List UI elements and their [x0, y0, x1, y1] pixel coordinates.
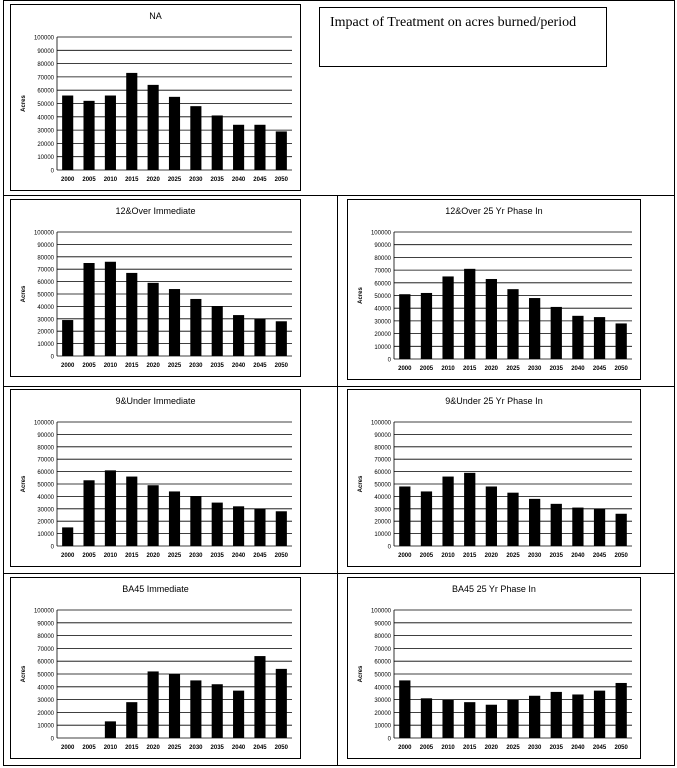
bar [83, 101, 94, 170]
y-tick-label: 40000 [37, 494, 54, 501]
y-tick-label: 100000 [33, 35, 54, 42]
x-tick-label: 2050 [614, 366, 628, 372]
y-axis-label: Acres [21, 665, 27, 683]
bar [464, 269, 475, 359]
x-tick-label: 2040 [571, 745, 585, 751]
x-tick-label: 2025 [506, 553, 520, 559]
bar [529, 499, 540, 546]
x-tick-label: 2010 [441, 366, 455, 372]
bar [62, 320, 73, 356]
x-tick-label: 2035 [210, 553, 224, 559]
y-tick-label: 40000 [374, 306, 391, 313]
y-tick-label: 0 [387, 357, 391, 364]
bar [148, 671, 159, 738]
x-tick-label: 2015 [463, 553, 477, 559]
bar [169, 289, 180, 356]
bar [212, 306, 223, 356]
chart-svg [348, 578, 640, 758]
bar [233, 506, 244, 546]
y-tick-label: 0 [50, 544, 54, 551]
y-tick-label: 30000 [374, 507, 391, 514]
bar [572, 316, 583, 359]
x-tick-label: 2000 [398, 745, 412, 751]
chart-title: 12&Over 25 Yr Phase In [445, 206, 543, 216]
x-tick-label: 2045 [253, 363, 267, 369]
bar [126, 702, 137, 738]
bar [464, 473, 475, 546]
chart-svg [348, 200, 640, 379]
chart-title: 9&Under Immediate [115, 396, 196, 406]
bar [616, 514, 627, 546]
chart-9under-immediate [10, 389, 301, 567]
y-tick-label: 90000 [37, 242, 54, 249]
y-tick-label: 100000 [370, 608, 391, 615]
x-tick-label: 2030 [189, 177, 203, 183]
y-tick-label: 90000 [37, 432, 54, 439]
y-tick-label: 20000 [374, 710, 391, 717]
x-tick-label: 2000 [398, 366, 412, 372]
bar [507, 700, 518, 738]
chart-svg [11, 578, 300, 758]
bar [126, 477, 137, 546]
x-tick-label: 2045 [253, 553, 267, 559]
y-tick-label: 80000 [37, 634, 54, 641]
chart-svg [11, 5, 300, 190]
bar [148, 85, 159, 170]
x-tick-label: 2025 [506, 366, 520, 372]
y-tick-label: 0 [50, 736, 54, 743]
x-tick-label: 2050 [274, 177, 288, 183]
y-tick-label: 20000 [374, 519, 391, 526]
x-tick-label: 2025 [167, 177, 182, 183]
bar [105, 262, 116, 356]
x-tick-label: 2045 [592, 745, 607, 751]
bar [507, 289, 518, 359]
bar [551, 307, 562, 359]
y-tick-label: 90000 [37, 621, 54, 628]
bar [83, 263, 94, 356]
y-tick-label: 80000 [37, 255, 54, 262]
y-tick-label: 50000 [37, 672, 54, 679]
x-tick-label: 2040 [571, 366, 585, 372]
x-tick-label: 2010 [103, 363, 118, 369]
bar [148, 485, 159, 546]
bar [62, 527, 73, 546]
x-tick-label: 2045 [253, 177, 267, 183]
y-tick-label: 60000 [37, 659, 54, 666]
bar [421, 698, 432, 738]
x-tick-label: 2020 [146, 177, 160, 183]
page-headline: Impact of Treatment on acres burned/period [319, 7, 607, 67]
x-tick-label: 2050 [614, 745, 628, 751]
bar [572, 694, 583, 738]
y-tick-label: 20000 [374, 332, 391, 339]
bar [254, 656, 265, 738]
bar [464, 702, 475, 738]
bar [126, 273, 137, 356]
y-tick-label: 50000 [374, 672, 391, 679]
x-tick-label: 2005 [82, 745, 96, 751]
bar [105, 96, 116, 170]
x-tick-label: 2030 [189, 363, 203, 369]
chart-na [10, 4, 301, 191]
bar [169, 97, 180, 170]
y-axis-label: Acres [358, 665, 364, 683]
y-tick-label: 70000 [37, 457, 54, 464]
x-tick-label: 2010 [103, 745, 118, 751]
x-tick-label: 2000 [61, 177, 75, 183]
y-tick-label: 40000 [37, 685, 54, 692]
bar [507, 493, 518, 546]
x-tick-label: 2020 [484, 366, 499, 372]
x-tick-label: 2010 [441, 745, 455, 751]
bar [442, 276, 453, 359]
y-axis-label: Acres [21, 475, 27, 493]
y-tick-label: 40000 [37, 115, 54, 122]
y-tick-label: 80000 [37, 445, 54, 452]
chart-ba45-immediate [10, 577, 301, 759]
y-tick-label: 10000 [374, 344, 391, 351]
x-tick-label: 2005 [419, 553, 434, 559]
y-axis-label: Acres [21, 285, 27, 303]
chart-title: BA45 Immediate [122, 584, 189, 594]
x-tick-label: 2010 [441, 553, 455, 559]
chart-title: 9&Under 25 Yr Phase In [445, 396, 543, 406]
bar [62, 96, 73, 170]
x-tick-label: 2000 [61, 363, 75, 369]
x-tick-label: 2000 [398, 553, 412, 559]
x-tick-label: 2005 [419, 745, 434, 751]
x-tick-label: 2040 [571, 553, 585, 559]
y-tick-label: 70000 [374, 646, 391, 653]
y-tick-label: 30000 [37, 128, 54, 135]
chart-ba45-phase-in [347, 577, 641, 759]
bar [254, 509, 265, 546]
x-tick-label: 2030 [527, 553, 542, 559]
bar [486, 279, 497, 359]
bar [486, 705, 497, 738]
y-tick-label: 80000 [37, 62, 54, 69]
y-axis-label: Acres [358, 475, 364, 493]
x-tick-label: 2045 [253, 745, 267, 751]
x-tick-label: 2015 [125, 363, 139, 369]
x-tick-label: 2025 [506, 745, 520, 751]
y-tick-label: 50000 [37, 102, 54, 108]
y-tick-label: 30000 [37, 317, 54, 324]
bar [190, 106, 201, 170]
y-tick-label: 80000 [374, 255, 391, 262]
x-tick-label: 2015 [125, 745, 139, 751]
bar [616, 323, 627, 359]
chart-12over-immediate [10, 199, 301, 377]
bar [233, 125, 244, 170]
y-tick-label: 50000 [374, 294, 391, 300]
y-tick-label: 80000 [374, 445, 391, 452]
x-tick-label: 2020 [146, 553, 160, 559]
y-tick-label: 20000 [37, 141, 54, 148]
x-tick-label: 2035 [210, 363, 224, 369]
bar [126, 73, 137, 170]
x-tick-label: 2020 [146, 363, 160, 369]
bar [276, 321, 287, 356]
y-tick-label: 100000 [370, 420, 391, 427]
bar [594, 691, 605, 738]
bar [254, 125, 265, 170]
y-tick-label: 10000 [374, 532, 391, 539]
bar [529, 298, 540, 359]
bar [105, 721, 116, 738]
bar [276, 131, 287, 170]
x-tick-label: 2040 [231, 177, 246, 183]
x-tick-label: 2035 [549, 745, 563, 751]
x-tick-label: 2045 [592, 366, 607, 372]
bar [254, 319, 265, 356]
chart-9under-phase-in [347, 389, 641, 567]
x-tick-label: 2015 [463, 366, 477, 372]
x-tick-label: 2015 [125, 553, 139, 559]
y-tick-label: 70000 [37, 646, 54, 653]
x-tick-label: 2050 [274, 553, 288, 559]
y-tick-label: 60000 [37, 470, 54, 477]
x-tick-label: 2005 [82, 177, 96, 183]
bar [572, 508, 583, 546]
chart-svg [11, 390, 300, 566]
x-tick-label: 2005 [419, 366, 434, 372]
y-tick-label: 30000 [37, 698, 54, 705]
bar [212, 684, 223, 738]
bar [442, 477, 453, 546]
chart-svg [11, 200, 300, 376]
x-tick-label: 2030 [189, 745, 203, 751]
y-tick-label: 10000 [37, 342, 54, 349]
bar [169, 491, 180, 546]
x-tick-label: 2030 [527, 745, 542, 751]
y-tick-label: 30000 [374, 698, 391, 705]
bar [105, 470, 116, 546]
y-tick-label: 70000 [37, 75, 54, 82]
x-tick-label: 2035 [210, 177, 224, 183]
x-tick-label: 2025 [167, 553, 182, 559]
y-tick-label: 20000 [37, 329, 54, 336]
y-tick-label: 40000 [37, 304, 54, 311]
x-tick-label: 2050 [274, 745, 288, 751]
y-tick-label: 10000 [37, 723, 54, 730]
y-tick-label: 0 [387, 544, 391, 551]
x-tick-label: 2040 [231, 745, 246, 751]
bar [233, 691, 244, 738]
bar [551, 692, 562, 738]
x-tick-label: 2035 [210, 745, 224, 751]
y-tick-label: 100000 [370, 230, 391, 237]
y-tick-label: 70000 [374, 457, 391, 464]
y-tick-label: 80000 [374, 634, 391, 641]
x-tick-label: 2035 [549, 553, 563, 559]
y-tick-label: 60000 [37, 88, 54, 95]
y-tick-label: 100000 [33, 230, 54, 237]
y-tick-label: 60000 [374, 281, 391, 288]
bar [190, 680, 201, 738]
bar [421, 491, 432, 546]
y-tick-label: 0 [387, 736, 391, 743]
chart-title: BA45 25 Yr Phase In [452, 584, 536, 594]
x-tick-label: 2050 [274, 363, 288, 369]
y-tick-label: 60000 [374, 659, 391, 666]
y-tick-label: 50000 [37, 292, 54, 299]
y-tick-label: 30000 [374, 319, 391, 326]
chart-svg [348, 390, 640, 566]
bar [594, 317, 605, 359]
y-tick-label: 70000 [37, 267, 54, 274]
x-tick-label: 2020 [484, 553, 499, 559]
y-tick-label: 90000 [374, 243, 391, 250]
bar [276, 669, 287, 738]
x-tick-label: 2040 [231, 363, 246, 369]
x-tick-label: 2005 [82, 553, 96, 559]
bar [190, 496, 201, 546]
y-tick-label: 50000 [37, 482, 54, 489]
bar [421, 293, 432, 359]
bar [399, 294, 410, 359]
y-tick-label: 50000 [374, 482, 391, 489]
y-tick-label: 0 [50, 168, 54, 175]
bar [442, 700, 453, 738]
x-tick-label: 2045 [592, 553, 607, 559]
y-tick-label: 20000 [37, 710, 54, 717]
bar [148, 283, 159, 356]
x-tick-label: 2010 [103, 553, 118, 559]
y-tick-label: 60000 [374, 470, 391, 477]
bar [399, 680, 410, 738]
bar [212, 503, 223, 546]
x-tick-label: 2050 [614, 553, 628, 559]
chart-title: NA [149, 11, 162, 21]
bar [551, 504, 562, 546]
bar [529, 696, 540, 738]
x-tick-label: 2030 [189, 553, 203, 559]
y-axis-label: Acres [21, 95, 27, 112]
y-tick-label: 30000 [37, 507, 54, 514]
y-tick-label: 20000 [37, 519, 54, 526]
x-tick-label: 2015 [125, 177, 139, 183]
y-tick-label: 90000 [37, 48, 54, 55]
x-tick-label: 2025 [167, 745, 182, 751]
bar [169, 674, 180, 738]
x-tick-label: 2040 [231, 553, 246, 559]
x-tick-label: 2020 [146, 745, 160, 751]
y-tick-label: 60000 [37, 280, 54, 287]
y-tick-label: 70000 [374, 268, 391, 275]
x-tick-label: 2000 [61, 553, 75, 559]
y-tick-label: 100000 [33, 608, 54, 615]
x-tick-label: 2020 [484, 745, 499, 751]
bar [190, 299, 201, 356]
chart-12over-phase-in [347, 199, 641, 380]
bar [486, 486, 497, 546]
x-tick-label: 2035 [549, 366, 563, 372]
bar [83, 480, 94, 546]
x-tick-label: 2010 [103, 177, 118, 183]
chart-title: 12&Over Immediate [115, 206, 196, 216]
bar [212, 115, 223, 170]
bar [616, 683, 627, 738]
y-tick-label: 0 [50, 354, 54, 361]
y-tick-label: 90000 [374, 621, 391, 628]
y-tick-label: 10000 [37, 155, 54, 162]
x-tick-label: 2030 [527, 366, 542, 372]
x-tick-label: 2005 [82, 363, 96, 369]
y-tick-label: 90000 [374, 432, 391, 439]
y-tick-label: 10000 [374, 723, 391, 730]
y-tick-label: 100000 [33, 420, 54, 427]
x-tick-label: 2015 [463, 745, 477, 751]
bar [594, 509, 605, 546]
y-tick-label: 40000 [374, 494, 391, 501]
bar [233, 315, 244, 356]
bar [276, 511, 287, 546]
y-tick-label: 10000 [37, 532, 54, 539]
y-tick-label: 40000 [374, 685, 391, 692]
x-tick-label: 2025 [167, 363, 182, 369]
y-axis-label: Acres [358, 287, 364, 304]
bar [399, 486, 410, 546]
x-tick-label: 2000 [61, 745, 75, 751]
